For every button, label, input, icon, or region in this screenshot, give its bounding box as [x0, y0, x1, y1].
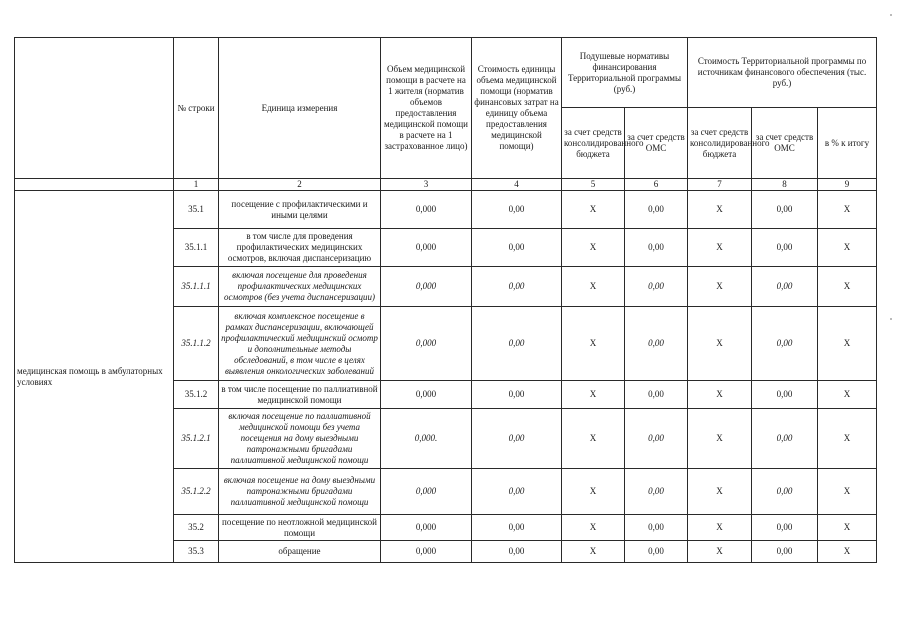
row-budget-a: Х	[562, 191, 625, 229]
row-percent: Х	[818, 191, 877, 229]
row-budget-b: Х	[688, 469, 752, 515]
row-percent: Х	[818, 409, 877, 469]
row-oms-b: 0,00	[752, 229, 818, 267]
row-oms-a: 0,00	[625, 541, 688, 563]
header-row-1	[15, 38, 877, 108]
header-percent: в % к итогу	[818, 108, 877, 179]
header-oms-a: за счет средств ОМС	[625, 108, 688, 179]
row-number: 35.2	[174, 515, 219, 541]
row-oms-b: 0,00	[752, 515, 818, 541]
row-volume: 0,000.	[381, 409, 472, 469]
row-budget-b: Х	[688, 381, 752, 409]
row-budget-b: Х	[688, 409, 752, 469]
header-budget-b: за счет средств консолидированного бюджета	[688, 108, 752, 179]
column-number: 8	[752, 179, 818, 191]
row-budget-a: Х	[562, 541, 625, 563]
row-unit: посещение по неотложной медицинской помощи	[219, 515, 381, 541]
column-number-blank	[15, 179, 174, 191]
row-number: 35.1	[174, 191, 219, 229]
row-number: 35.1.1	[174, 229, 219, 267]
row-budget-b: Х	[688, 229, 752, 267]
row-cost: 0,00	[472, 469, 562, 515]
row-budget-b: Х	[688, 267, 752, 307]
column-number: 5	[562, 179, 625, 191]
scan-speck	[890, 318, 892, 320]
column-number-row	[15, 179, 877, 191]
header-oms-b: за счет средств ОМС	[752, 108, 818, 179]
row-unit: включая посещение для проведения профилактических медицинских осмотров (без учета диспансеризации)	[219, 267, 381, 307]
row-budget-a: Х	[562, 515, 625, 541]
row-oms-a: 0,00	[625, 381, 688, 409]
row-volume: 0,000	[381, 515, 472, 541]
row-unit: включая посещение на дому выездными патронажными бригадами паллиативной медицинской помощи	[219, 469, 381, 515]
row-budget-a: Х	[562, 267, 625, 307]
row-budget-a: Х	[562, 229, 625, 267]
row-oms-a: 0,00	[625, 469, 688, 515]
row-oms-b: 0,00	[752, 267, 818, 307]
row-percent: Х	[818, 307, 877, 381]
row-percent: Х	[818, 229, 877, 267]
group-label: медицинская помощь в амбулаторных условиях	[15, 191, 174, 563]
row-budget-a: Х	[562, 469, 625, 515]
header-volume: Объем медицинской помощи в расчете на 1 жителя (норматив объемов предоставления медицинской помощи в расчете на 1 застрахованное лицо)	[381, 38, 472, 179]
row-number: 35.1.2	[174, 381, 219, 409]
header-unit: Единица измерения	[219, 38, 381, 179]
row-unit: включая посещение по паллиативной медицинской помощи без учета посещения на дому выездными патронажными бригадами паллиативной медицинской помощи	[219, 409, 381, 469]
row-cost: 0,00	[472, 381, 562, 409]
row-oms-b: 0,00	[752, 541, 818, 563]
table-row	[15, 191, 877, 229]
header-per-capita: Подушевые нормативы финансирования Территориальной программы (руб.)	[562, 38, 688, 108]
row-budget-a: Х	[562, 409, 625, 469]
row-oms-a: 0,00	[625, 191, 688, 229]
row-cost: 0,00	[472, 307, 562, 381]
header-group-blank	[15, 38, 174, 179]
column-number: 7	[688, 179, 752, 191]
row-oms-b: 0,00	[752, 307, 818, 381]
row-oms-b: 0,00	[752, 191, 818, 229]
row-number: 35.3	[174, 541, 219, 563]
row-cost: 0,00	[472, 267, 562, 307]
row-number: 35.1.1.1	[174, 267, 219, 307]
row-percent: Х	[818, 267, 877, 307]
column-number: 4	[472, 179, 562, 191]
row-volume: 0,000	[381, 307, 472, 381]
header-budget-a: за счет средств консолидированного бюджета	[562, 108, 625, 179]
row-cost: 0,00	[472, 515, 562, 541]
row-unit: посещение с профилактическими и иными целями	[219, 191, 381, 229]
column-number: 6	[625, 179, 688, 191]
header-territorial-cost: Стоимость Территориальной программы по источникам финансового обеспечения (тыс. руб.)	[688, 38, 877, 108]
row-percent: Х	[818, 515, 877, 541]
column-number: 1	[174, 179, 219, 191]
row-cost: 0,00	[472, 409, 562, 469]
row-number: 35.1.2.2	[174, 469, 219, 515]
column-number: 2	[219, 179, 381, 191]
row-cost: 0,00	[472, 191, 562, 229]
row-unit: в том числе для проведения профилактических медицинских осмотров, включая диспансеризацию	[219, 229, 381, 267]
row-oms-a: 0,00	[625, 267, 688, 307]
header-cost: Стоимость единицы объема медицинской помощи (норматив финансовых затрат на единицу объема предоставления медицинской помощи)	[472, 38, 562, 179]
row-volume: 0,000	[381, 381, 472, 409]
row-number: 35.1.1.2	[174, 307, 219, 381]
row-budget-a: Х	[562, 381, 625, 409]
row-budget-b: Х	[688, 191, 752, 229]
financing-table	[14, 37, 877, 563]
row-budget-b: Х	[688, 515, 752, 541]
row-unit: обращение	[219, 541, 381, 563]
row-oms-b: 0,00	[752, 381, 818, 409]
row-budget-a: Х	[562, 307, 625, 381]
row-budget-b: Х	[688, 307, 752, 381]
row-volume: 0,000	[381, 191, 472, 229]
row-oms-b: 0,00	[752, 469, 818, 515]
scan-speck	[890, 14, 892, 16]
column-number: 3	[381, 179, 472, 191]
row-percent: Х	[818, 469, 877, 515]
row-volume: 0,000	[381, 267, 472, 307]
row-unit: включая комплексное посещение в рамках диспансеризации, включающей профилактический медицинский осмотр и дополнительные методы обследований, в том числе в целях выявления онкологических заболеваний	[219, 307, 381, 381]
financing-table-sheet	[14, 37, 876, 569]
row-percent: Х	[818, 541, 877, 563]
row-volume: 0,000	[381, 469, 472, 515]
row-oms-a: 0,00	[625, 229, 688, 267]
row-percent: Х	[818, 381, 877, 409]
row-cost: 0,00	[472, 541, 562, 563]
row-cost: 0,00	[472, 229, 562, 267]
row-unit: в том числе посещение по паллиативной медицинской помощи	[219, 381, 381, 409]
row-number: 35.1.2.1	[174, 409, 219, 469]
row-oms-b: 0,00	[752, 409, 818, 469]
row-oms-a: 0,00	[625, 307, 688, 381]
row-budget-b: Х	[688, 541, 752, 563]
row-volume: 0,000	[381, 229, 472, 267]
row-volume: 0,000	[381, 541, 472, 563]
column-number: 9	[818, 179, 877, 191]
row-oms-a: 0,00	[625, 515, 688, 541]
row-oms-a: 0,00	[625, 409, 688, 469]
header-row-number: № строки	[174, 38, 219, 179]
